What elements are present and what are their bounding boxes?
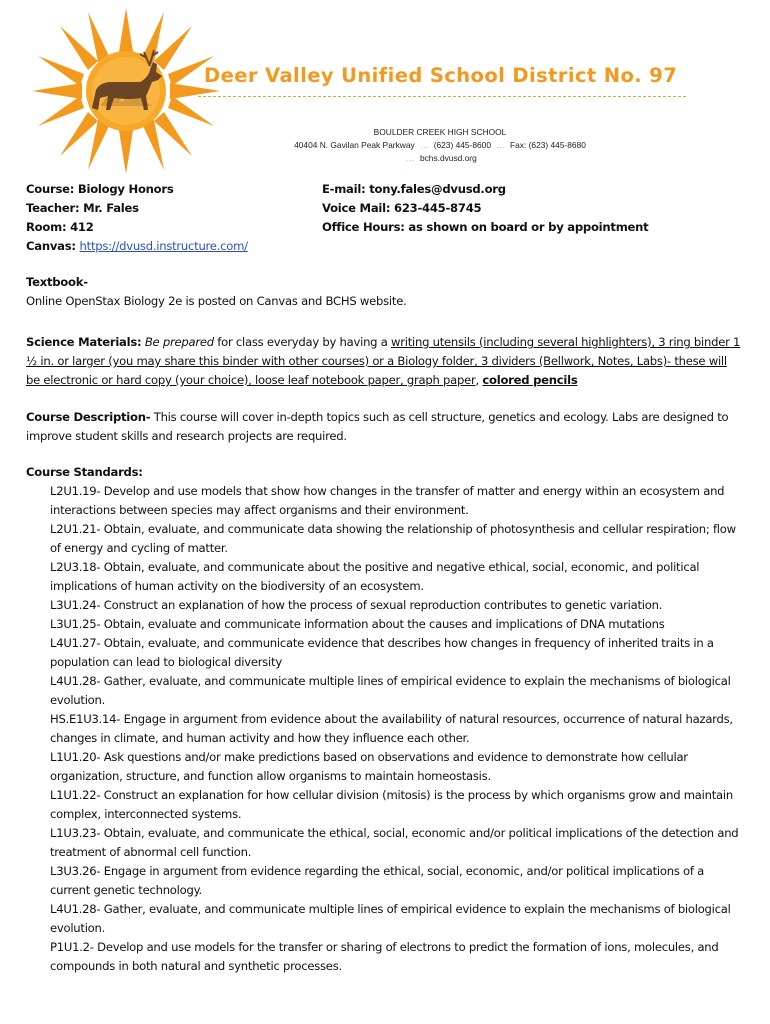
standard-item: L2U1.19- Develop and use models that show how changes in the transfer of matter and energy within an ecosystem and interactions between species may affect organisms and their environment. [50, 484, 725, 517]
standard-item: P1U1.2- Develop and use models for the transfer or sharing of electrons to predict the formation of ions, molecules, and compounds in both natural and synthetic processes. [50, 940, 719, 973]
description-section [26, 408, 742, 446]
textbook-text: Online OpenStax Biology 2e is posted on Canvas and BCHS website. [26, 294, 407, 308]
materials-emphasis: Be prepared [144, 335, 214, 349]
district-sun-logo [26, 6, 226, 176]
school-contact-block [230, 126, 650, 165]
standard-item: L2U1.21- Obtain, evaluate, and communicate data showing the relationship of photosynthesis and cellular respiration; flow of energy and cycling of matter. [50, 522, 736, 555]
school-website[interactable]: bchs.dvusd.org [419, 153, 477, 163]
school-name: BOULDER CREEK HIGH SCHOOL [373, 127, 507, 137]
standard-item: L4U1.28- Gather, evaluate, and communicate multiple lines of empirical evidence to explain the mechanisms of biological evolution. [50, 902, 731, 935]
school-phone: (623) 445-8600 [433, 140, 491, 150]
standard-item: L1U3.23- Obtain, evaluate, and communicate the ethical, social, economic and/or political implications of the detection and treatment of abnormal cell function. [50, 826, 739, 859]
course-name: Course: Biology Honors [26, 182, 174, 196]
school-website-line [230, 152, 650, 165]
standards-list [26, 482, 742, 976]
bullet-icon: … [406, 153, 415, 163]
title-divider [198, 96, 686, 97]
bullet-icon: … [496, 140, 505, 150]
district-title: Deer Valley Unified School District No. 97 [204, 64, 678, 87]
standard-item: HS.E1U3.14- Engage in argument from evidence about the availability of natural resources, occurrence of natural hazards, changes in climate, and human activity and how they influence each other. [50, 712, 733, 745]
course-info-left [26, 180, 248, 256]
standard-item: L3U3.26- Engage in argument from evidence regarding the ethical, social, economic, and/or political implications of a current genetic technology. [50, 864, 705, 897]
teacher-email: E-mail: tony.fales@dvusd.org [322, 182, 506, 196]
bullet-icon: … [420, 140, 429, 150]
description-text: This course will cover in-depth topics such as cell structure, genetics and ecology. Labs are designed to improve student skills and research projects are required. [26, 410, 729, 443]
materials-colored-pencils: colored pencils [482, 373, 578, 387]
standard-item: L3U1.24- Construct an explanation of how the process of sexual reproduction contributes to genetic variation. [50, 598, 663, 612]
school-address: 40404 N. Gavilan Peak Parkway [294, 140, 415, 150]
materials-intro: for class everyday by having a [213, 335, 392, 349]
standard-item: L1U1.22- Construct an explanation for how cellular division (mitosis) is the process by which organisms grow and maintain complex, interconnected systems. [50, 788, 733, 821]
textbook-section [26, 273, 742, 311]
standard-item: L2U3.18- Obtain, evaluate, and communicate about the positive and negative ethical, social, economic, and political implications of human activity on the biodiversity of an ecosystem. [50, 560, 700, 593]
materials-comma: , [475, 373, 483, 387]
standard-item: L3U1.25- Obtain, evaluate and communicate information about the causes and implications of DNA mutations [50, 617, 665, 631]
standards-heading: Course Standards: [26, 465, 143, 479]
school-fax: Fax: (623) 445-8680 [510, 140, 586, 150]
standard-item: L4U1.27- Obtain, evaluate, and communicate evidence that describes how changes in frequency of inherited traits in a population can lead to biological diversity [50, 636, 714, 669]
canvas-link[interactable]: https://dvusd.instructure.com/ [79, 239, 248, 253]
teacher-voicemail: Voice Mail: 623-445-8745 [322, 201, 482, 215]
textbook-heading: Textbook- [26, 275, 88, 289]
standards-section [26, 463, 742, 976]
materials-section [26, 333, 742, 390]
teacher-name: Teacher: Mr. Fales [26, 201, 139, 215]
materials-paragraph [26, 333, 742, 390]
course-info-right [322, 180, 648, 237]
materials-list: writing utensils (including several highlighters), 3 ring binder 1 ½ in. or larger (you may share this binder with other courses) or a Biology folder, 3 dividers (Bellwork, Notes, Labs)- these will be electronic or hard copy (your choice), loose leaf notebook paper, graph paper [26, 335, 741, 387]
description-paragraph [26, 408, 742, 446]
description-heading: Course Description- [26, 410, 151, 424]
standard-item: L1U1.20- Ask questions and/or make predictions based on observations and evidence to demonstrate how cellular organization, structure, and function allow organisms to maintain homeostasis. [50, 750, 688, 783]
school-address-line [230, 139, 650, 152]
standard-item: L4U1.28- Gather, evaluate, and communicate multiple lines of empirical evidence to explain the mechanisms of biological evolution. [50, 674, 731, 707]
canvas-label: Canvas: [26, 239, 80, 253]
canvas-row [26, 237, 248, 256]
materials-heading: Science Materials: [26, 335, 142, 349]
room-number: Room: 412 [26, 220, 94, 234]
office-hours: Office Hours: as shown on board or by appointment [322, 220, 649, 234]
